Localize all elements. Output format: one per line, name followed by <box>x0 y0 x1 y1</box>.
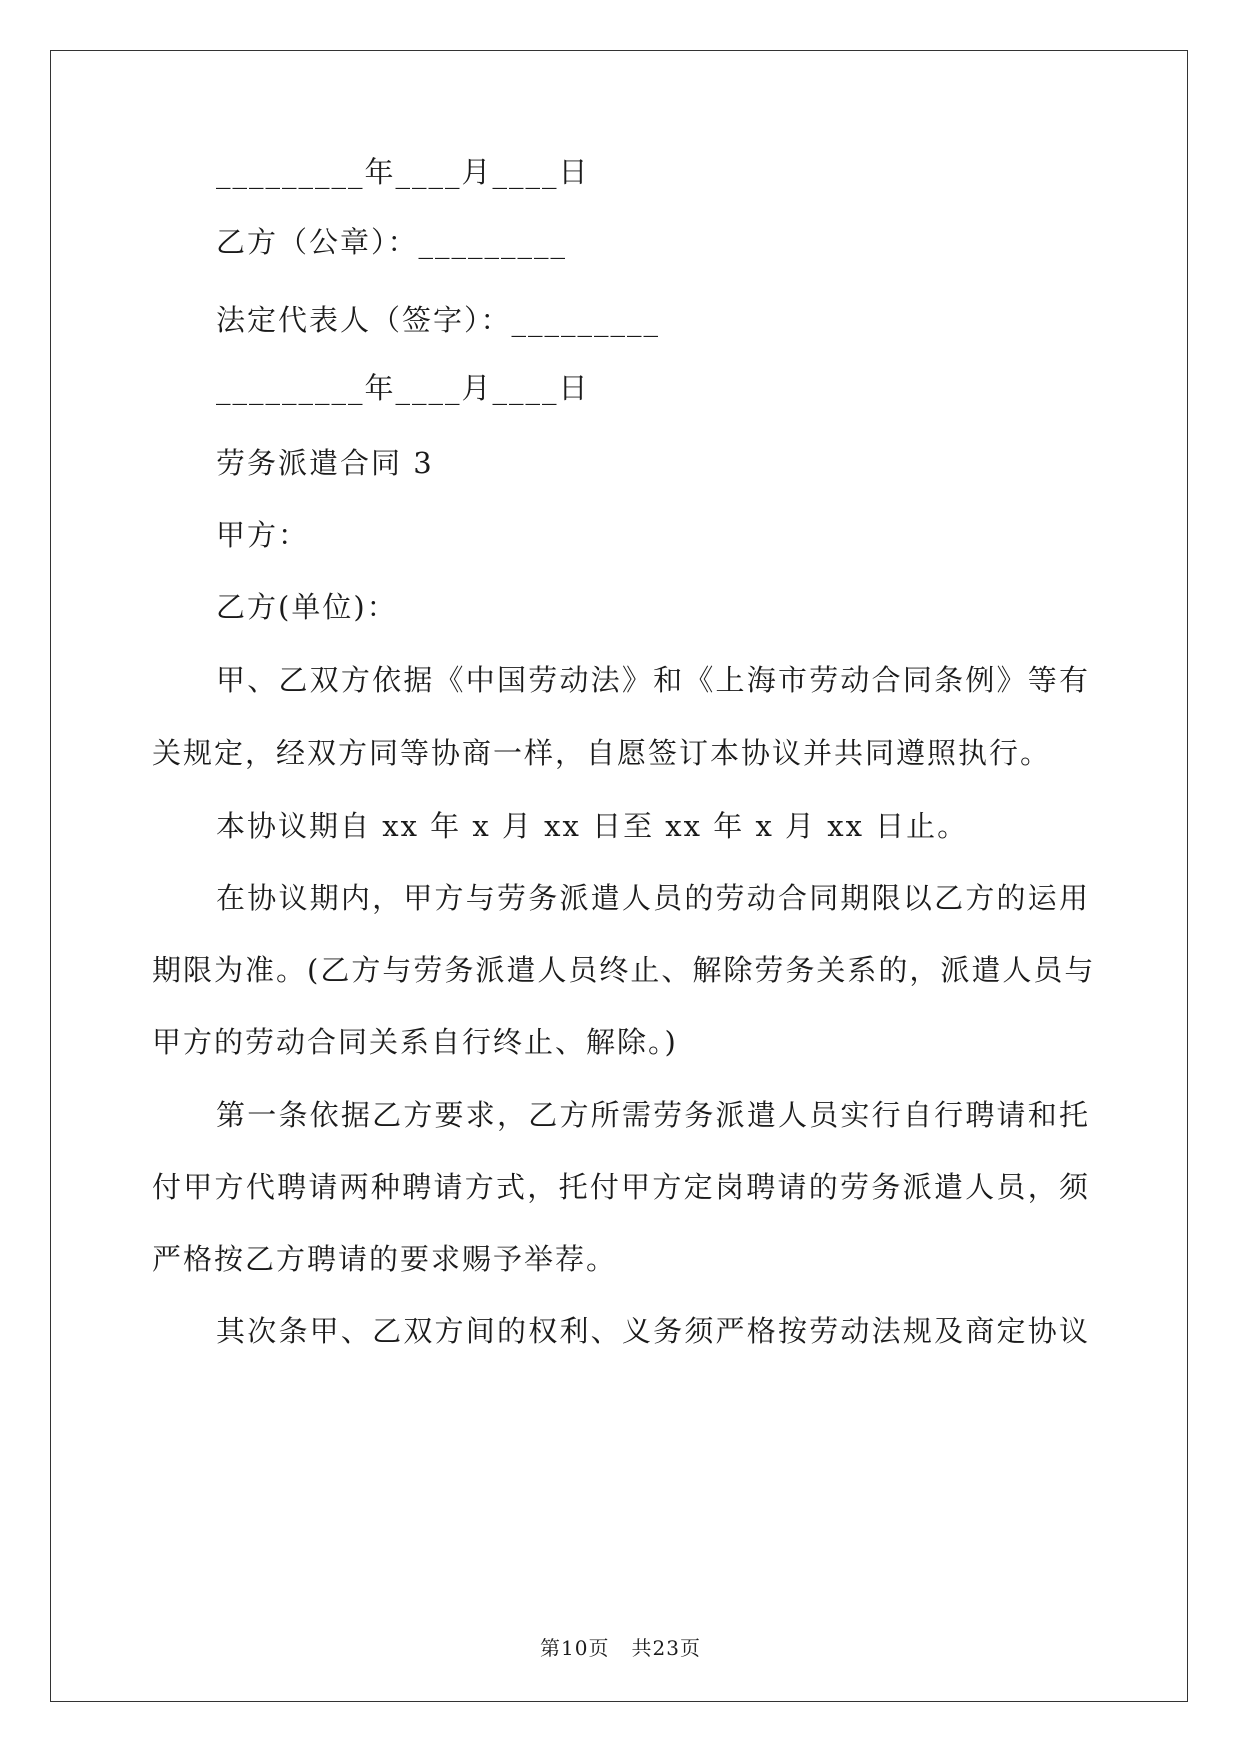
party-b-seal-line: 乙方（公章）：_________ <box>216 225 568 259</box>
paragraph-4-line-1: 第一条依据乙方要求，乙方所需劳务派遣人员实行自行聘请和托 <box>216 1098 1090 1132</box>
paragraph-4-line-3: 严格按乙方聘请的要求赐予举荐。 <box>152 1242 618 1276</box>
paragraph-3-line-1: 在协议期内，甲方与劳务派遣人员的劳动合同期限以乙方的运用 <box>216 881 1090 915</box>
total-pages-number: 23 <box>652 1636 680 1660</box>
page-prefix: 第 <box>540 1636 561 1660</box>
page-suffix: 页 <box>588 1636 610 1660</box>
total-prefix: 共 <box>631 1636 653 1660</box>
party-a-label: 甲方： <box>216 518 310 552</box>
paragraph-3-line-3: 甲方的劳动合同关系自行终止、解除。) <box>152 1025 678 1059</box>
paragraph-1-line-2: 关规定，经双方同等协商一样，自愿签订本协议并共同遵照执行。 <box>152 736 1052 770</box>
contract-heading: 劳务派遣合同 3 <box>216 446 434 480</box>
paragraph-4-line-2: 付甲方代聘请两种聘请方式，托付甲方定岗聘请的劳务派遣人员，须 <box>152 1170 1090 1204</box>
date-line-2: _________年____月____日 <box>216 371 590 405</box>
paragraph-3-line-2: 期限为准。(乙方与劳务派遣人员终止、解除劳务关系的，派遣人员与 <box>152 953 1096 987</box>
paragraph-1-line-1: 甲、乙双方依据《中国劳动法》和《上海市劳动合同条例》等有 <box>216 663 1090 697</box>
page-footer <box>0 1632 1241 1661</box>
paragraph-2-line-1: 本协议期自 xx 年 x 月 xx 日至 xx 年 x 月 xx 日止。 <box>216 809 969 843</box>
total-suffix: 页 <box>679 1636 701 1660</box>
current-page-number: 10 <box>561 1636 589 1660</box>
party-b-unit-label: 乙方(单位)： <box>216 590 398 624</box>
paragraph-5-line-1: 其次条甲、乙双方间的权利、义务须严格按劳动法规及商定协议 <box>216 1314 1090 1348</box>
date-line-1: _________年____月____日 <box>216 155 590 189</box>
legal-rep-signature-line: 法定代表人（签字）：_________ <box>216 303 661 337</box>
page-border <box>50 50 1188 1702</box>
